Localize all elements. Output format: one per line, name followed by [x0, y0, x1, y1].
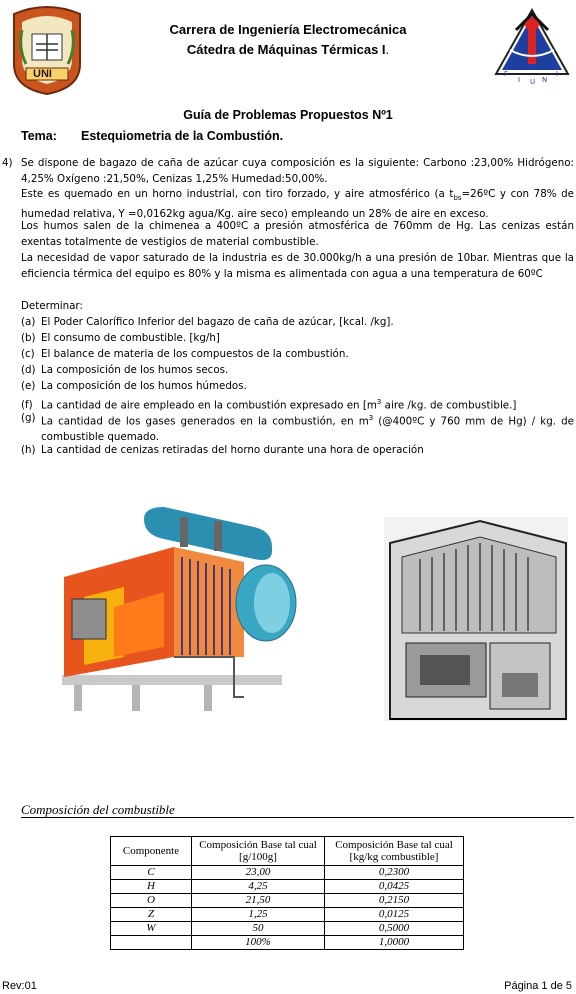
list-item-c — [21, 347, 574, 363]
list-text: La composición de los humos secos. — [41, 364, 229, 376]
table-cell: 0,2150 — [325, 894, 464, 908]
faculty-logo-letter-2: I — [518, 76, 521, 84]
chair-title-suffix: . — [385, 42, 390, 57]
career-title: Carrera de Ingeniería Electromecánica — [169, 22, 407, 37]
table-cell: Z — [111, 908, 192, 922]
table-cell: H — [111, 880, 192, 894]
composition-table — [110, 836, 464, 950]
list-text: El Poder Calorífico Inferior del bagazo de caña de azúcar, [kcal. /kg]. — [41, 316, 394, 328]
table-cell: 0,0425 — [325, 880, 464, 894]
table-row — [111, 880, 464, 894]
list-text: La composición de los humos húmedos. — [41, 380, 247, 392]
table-cell: O — [111, 894, 192, 908]
table-cell: 21,50 — [192, 894, 325, 908]
tema-row — [21, 129, 284, 143]
guide-title: Guía de Problemas Propuestos Nº1 — [183, 108, 393, 122]
table-cell: 0,0125 — [325, 908, 464, 922]
composition-title-rule — [21, 817, 574, 818]
list-item-a — [21, 315, 574, 331]
faculty-logo-letter-1: F — [504, 70, 509, 78]
list-text: El consumo de combustible. [kg/h] — [41, 332, 220, 344]
list-label: (c) — [21, 348, 35, 360]
list-text: El balance de materia de los compuestos de la combustión. — [41, 348, 349, 360]
list-label: (b) — [21, 332, 36, 344]
table-cell: 23,00 — [192, 866, 325, 880]
table-row — [111, 936, 464, 950]
uni-logo-text: UNI — [33, 68, 52, 80]
tema-label: Tema: — [21, 129, 57, 143]
list-text-sup: 3 — [376, 398, 382, 406]
table-row — [111, 894, 464, 908]
chair-title — [0, 42, 576, 57]
problem-paragraph-2 — [21, 187, 574, 222]
footer-revision: Rev:01 — [2, 980, 37, 992]
footer-page-number: Página 1 de 5 — [504, 980, 572, 992]
table-cell: 4,25 — [192, 880, 325, 894]
table-cell: 1,0000 — [325, 936, 464, 950]
p2-subscript: bs — [453, 194, 462, 203]
list-item-d — [21, 363, 574, 379]
table-cell: W — [111, 922, 192, 936]
list-item-b — [21, 331, 574, 347]
list-text-pre: La cantidad de aire empleado en la combustión expresado en [m — [41, 399, 377, 412]
table-row — [111, 922, 464, 936]
table-header-cell: Componente — [111, 837, 192, 866]
determinar-label: Determinar: — [21, 300, 83, 312]
tema-value: Estequiometria de la Combustión. — [81, 129, 284, 143]
list-text-post: (@400ºC y 760 mm de Hg) / kg. de combustible quemado. — [41, 415, 574, 444]
list-label: (g) — [21, 412, 36, 424]
problem-paragraph-4: La necesidad de vapor saturado de la industria es de 30.000kg/h a una presión de 10bar. Mientras que la eficiencia térmica del equipo es 80% y la misma es alimentada con agua a una temperatura de 60ºC — [21, 252, 574, 280]
table-cell: C — [111, 866, 192, 880]
list-item-h — [21, 443, 574, 459]
table-cell: 100% — [192, 936, 325, 950]
p2-part-a: Este es quemado en un horno industrial, con tiro forzado, y aire atmosférico (a t — [21, 188, 454, 200]
faculty-logo-letter-4: N — [542, 76, 548, 84]
table-cell: 0,5000 — [325, 922, 464, 936]
list-item-g — [21, 411, 574, 446]
p2-part-b: =26ºC y con 78% de humedad relativa, Y =0,0162kg agua/Kg. aire seco) empleando un 28% de aire en exceso. — [21, 188, 574, 220]
table-header-cell: Composición Base tal cual [kg/kg combustible] — [325, 837, 464, 866]
list-text-post: aire /kg. de combustible.] — [381, 399, 517, 412]
faculty-logo-letter-5: I — [556, 70, 559, 78]
list-item-e — [21, 379, 574, 395]
table-cell: 0,2300 — [325, 866, 464, 880]
table-cell — [111, 936, 192, 950]
faculty-logo-letter-3: U — [530, 78, 536, 86]
problem-paragraph-1: Se dispone de bagazo de caña de azúcar cuya composición es la siguiente: Carbono :23,00% Hidrógeno: 4,25% Oxígeno :21,50%, Cenizas 1,25% Humedad:50,00%. — [21, 157, 574, 185]
table-header-row — [111, 837, 464, 866]
list-text-pre: La cantidad de los gases generados en la combustión, en m — [41, 415, 369, 428]
table-row — [111, 908, 464, 922]
list-label: (f) — [21, 399, 33, 412]
table-cell: 1,25 — [192, 908, 325, 922]
list-label: (e) — [21, 380, 36, 392]
list-label: (a) — [21, 316, 36, 328]
list-text: La cantidad de cenizas retiradas del horno durante una hora de operación — [41, 444, 424, 456]
boiler-illustration — [54, 507, 304, 717]
list-label: (d) — [21, 364, 36, 376]
problem-paragraph-3: Los humos salen de la chimenea a 400ºC a presión atmosférica de 760mm de Hg. Las cenizas están exentas totalmente de vestigios de material combustible. — [21, 220, 574, 248]
table-row — [111, 866, 464, 880]
list-text-g — [41, 411, 574, 446]
furnace-illustration — [380, 513, 572, 725]
problem-number: 4) — [2, 157, 13, 169]
composition-title: Composición del combustible — [21, 802, 175, 817]
table-cell: 50 — [192, 922, 325, 936]
table-header-cell: Composición Base tal cual [g/100g] — [192, 837, 325, 866]
list-label: (h) — [21, 444, 36, 456]
list-text-sup: 3 — [368, 414, 374, 422]
chair-title-text: Cátedra de Máquinas Térmicas I — [186, 42, 386, 57]
